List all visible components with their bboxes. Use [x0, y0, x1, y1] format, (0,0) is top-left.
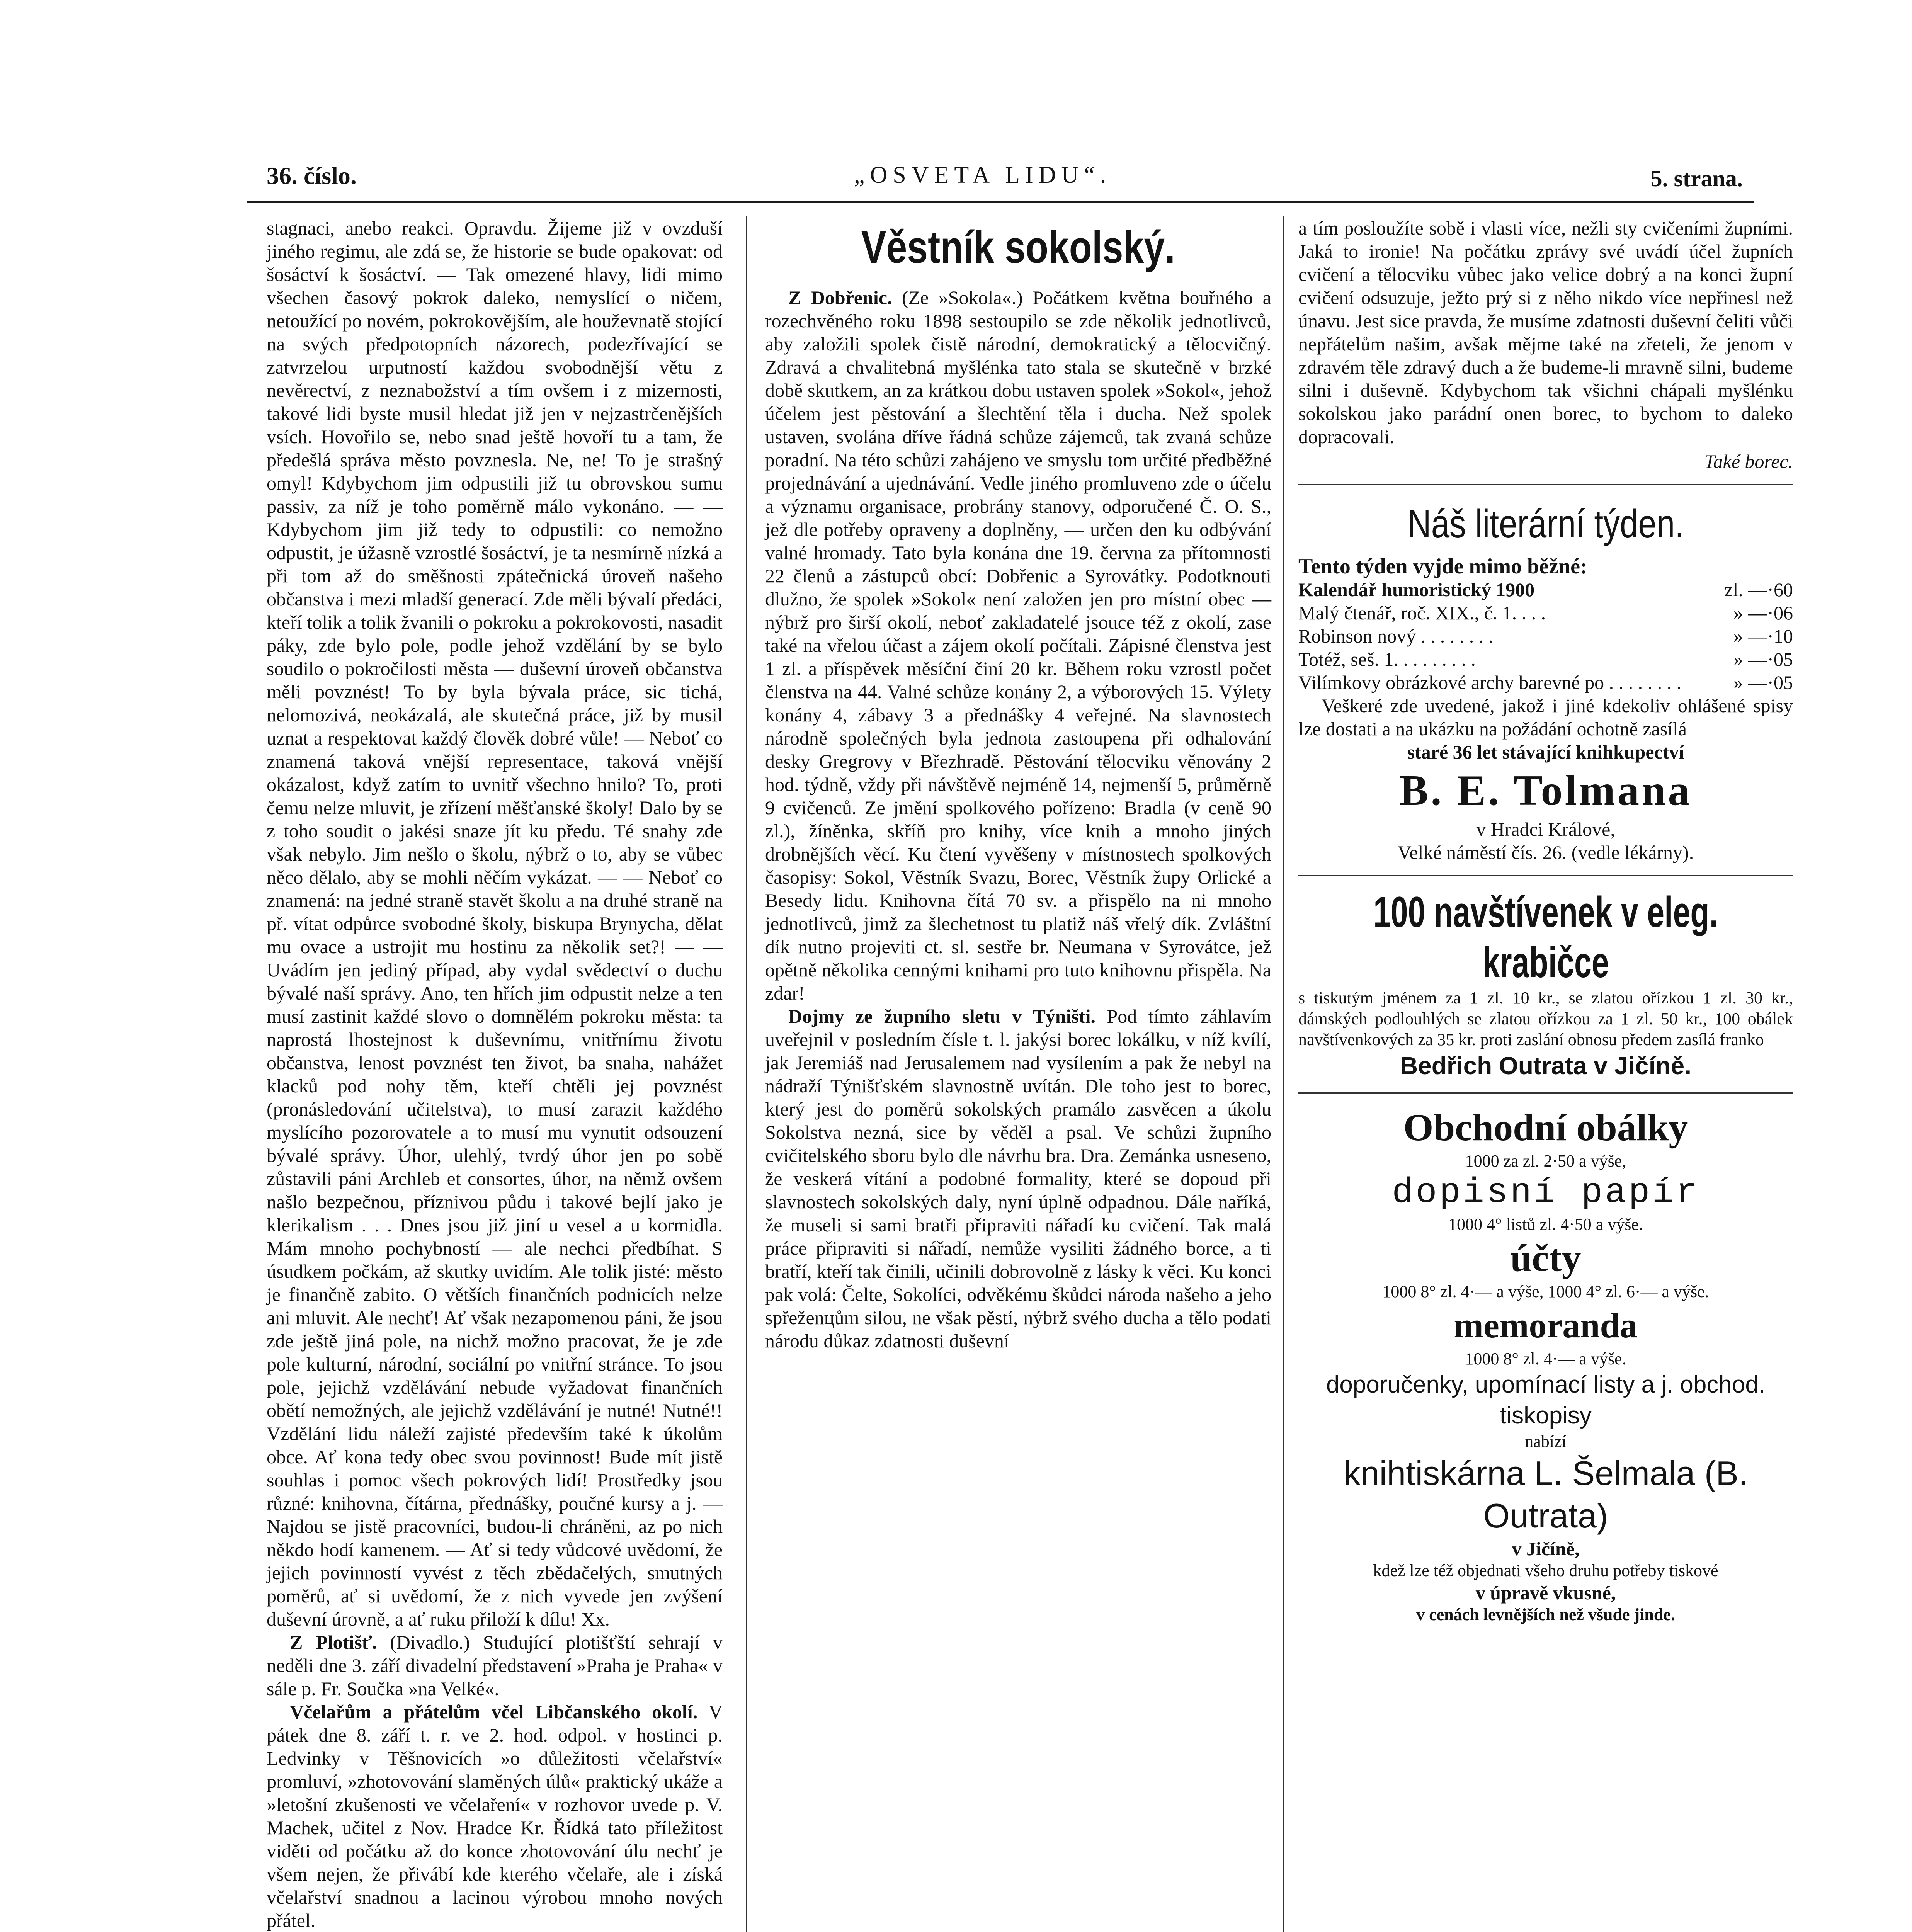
memoranda-price: 1000 8° zl. 4·— a výše. [1465, 1349, 1626, 1368]
misc-prints: doporučenky, upomínací listy a j. obchod. tiskopisy [1326, 1371, 1766, 1429]
literary-item-price: » —·06 [1733, 602, 1793, 624]
literary-item-label: Malý čtenář, roč. XIX., č. 1. . . . [1298, 602, 1546, 624]
column-divider [1283, 216, 1284, 1932]
offers: nabízí [1525, 1432, 1567, 1451]
literary-item [1298, 624, 1793, 648]
page-number: 5. strana. [1650, 166, 1743, 191]
literary-item-price: » —·05 [1733, 672, 1793, 693]
divider [1298, 1092, 1793, 1094]
memoranda-headline: memoranda [1454, 1306, 1638, 1345]
literary-item-price: » —·10 [1733, 625, 1793, 647]
news-item-dobrenice [765, 286, 1271, 1005]
invoices-headline: účty [1510, 1236, 1581, 1279]
item-text: V pátek dne 8. září t. r. ve 2. hod. odpol. v hostinci p. Ledvinky v Těšnovicích »o důležitosti včelařství« promluví, »zhotovování slaměných úlů« praktický ukáže a »letošní zkušenosti ve včelaření« v rozhovor uvede p. V. Machek, učitel z Nov. Hradce Kr. Řídká tato příležitost viděti od počátku až do konce zhotovování úlu nechť je všem nejen, že přivábí kde kterého včelaře, ale i získá včelařství snadnou a lacinou výrobou mnoho nových přátel. [267, 1701, 723, 1931]
section-title-literary: Náš literární týden. [1407, 502, 1684, 546]
literary-intro: Tento týden vyjde mimo běžné: [1298, 554, 1587, 578]
issue-number: 36. číslo. [267, 162, 357, 189]
printer-name: knihtiskárna L. Šelmala (B. Outrata) [1343, 1454, 1748, 1535]
literary-item [1298, 648, 1793, 671]
divider [1298, 875, 1793, 876]
item-text: Pod tímto záhlavím uveřejnil v posledním čísle t. l. jakýsi borec lokálku, v níž kvílí, jak Jeremiáš nad Jerusalemem nad vysílením a pak že nebyl na nádraží Týnišťském slavnostně uvítán. Dle toho jest to borec, který jest do poměrů sokolských pramálo zasvěcen a úkolu Sokolstva nezná, sice by věděl a psal. Ve schůzi župního cvičitelského sboru bylo dle návrhu bra. Dra. Zemánka usneseno, že veskerá vítání a podobné formality, které se dopoud při slavnostech sokolských daly, nyní úplně odpadnou. Dále naříká, že museli si sami bratři připraviti nářadí ku cvičení. Tak malá práce připraviti si nářadí, nemůže vysiliti žádného borce, a ti bratří, kteří tak činili, učinili dobrovolně z lásky k věci. Ku konci pak volá: Čelte, Sokolíci, odvěkému škůdci národa našeho a jeho spřeženцům silou, ne však pěstí, nýbrž svého ducha a tělo podati národu důkaz zdatnosti duševní [765, 1005, 1271, 1352]
invoices-price: 1000 8° zl. 4·— a výše, 1000 4° zl. 6·— a výše. [1382, 1282, 1709, 1301]
bookstore-line: staré 36 let stávající knihkupectví [1407, 741, 1684, 763]
header-rule [247, 201, 1754, 203]
literary-item [1298, 671, 1793, 694]
literary-item-label: Robinson nový . . . . . . . . [1298, 625, 1494, 647]
news-item-plotiste [267, 1631, 723, 1700]
literary-item-label: Vilímkovy obrázkové archy barevné po . . . . . . . . [1298, 672, 1682, 693]
column-2 [765, 216, 1271, 1352]
literary-note: Veškeré zde uvedené, jakož i jiné kdekoliv ohlášené spisy lze dostati a na ukázku na požádání ochotně zasílá [1298, 695, 1793, 740]
printer-note: kdež lze též objednati všeho druhu potřeby tiskové [1373, 1561, 1718, 1580]
item-lead: Dojmy ze župního sletu v Týništi. [788, 1005, 1095, 1027]
bookstore-name: B. E. Tolmana [1399, 767, 1692, 815]
envelopes-price: 1000 za zl. 2·50 a výše, [1465, 1151, 1626, 1170]
cards-text: s tiskutým jménem za 1 zl. 10 kr., se zlatou ořízkou 1 zl. 30 kr., dámských podlouhlých se zlatou ořízkou za 1 zl. 50 kr., 100 obálek navštívenkových za 35 kr. proti zaslání obnosu předem zasílá franko [1298, 988, 1793, 1049]
letter-paper-price: 1000 4° listů zl. 4·50 a výše. [1448, 1215, 1643, 1234]
printer-city: v Jičíně, [1512, 1538, 1580, 1560]
letter-paper-headline: dopisní papír [1392, 1172, 1699, 1213]
item-lead: Z Plotišť. [290, 1631, 377, 1653]
section-title-sokol: Věstník sokolský. [861, 222, 1175, 273]
literary-item [1298, 578, 1793, 601]
page-header [267, 162, 1743, 204]
bookstore-address: Velké náměstí čís. 26. (vedle lékárny). [1397, 842, 1694, 863]
literary-item-label: Totéž, seš. 1. . . . . . . . . [1298, 648, 1476, 670]
item-text: (Divadlo.) Studující plotišťští sehrají v neděli dne 3. září divadelní představení »Praha je Praha« v sále p. Fr. Součka »na Velké«. [267, 1631, 723, 1699]
column-1 [267, 216, 723, 1932]
newspaper-title: „OSVETA LIDU“. [854, 162, 1112, 188]
item-lead: Včelařům a přátelům včel Libčanského okolí. [290, 1701, 698, 1723]
item-lead: Z Dobřenic. [788, 287, 892, 308]
news-item-tyniste [765, 1005, 1271, 1352]
column-divider [746, 216, 747, 1932]
cards-headline: 100 navštívenek v eleg. krabičce [1373, 888, 1718, 986]
cards-shop: Bedřich Outrata v Jičíně. [1400, 1052, 1692, 1080]
article-continuation: stagnaci, anebo reakci. Opravdu. Žijeme již v ovzduší jiného regimu, ale zdá se, že historie se bude opakovat: od šosáctví k šosáctví. — Tak omezené hlavy, lidi mimo všechen časový pokrok daleko, nemyslící o ničem, netoužící po novém, pokrokovějším, ale houževnatě stojící na svých předpotopních názorech, podezřívající se zatvrzelou urputností každou svobodnější větu z nevěrectví, z neznabožství a tím ovšem i z mizernosti, takové lidi byste musil hledat již jen v nejzastrčenějších vsích. Hovořilo se, nebo snad ještě hovoří tu a tam, že předešlá správa město povznesla. Ne, ne! To je strašný omyl! Kdybychom jim odpustili již tu obrovskou sumu passiv, za níž je toho poměrně málo vykonáno. — — Kdybychom jim již tedy to odpustili: co nemožno odpustit, je úžasně vzrostlé šosáctví, je ta nesmírně nízká a při tom až do směšnosti zpátečnická úroveň našeho občanstva i mezi mladší generací. Zde měli bývalí předáci, kteří tolik a tolik žvanili o pokroku a pokrokovosti, nasadit páky, zde bylo pole, podle jehož vzdělání by se bylo soudilo o pokročilosti města — duševní úroveň občanstva měli povznést! To by byla bývala práce, sic tichá, nelomozivá, neokázalá, ale skutečná práce, již by musil uznat a respektovat každý člověk dobré vůle! — Neboť co znamená taková vnější representace, taková vnější okázalost, když zatím to uvnitř všechno hnilo? To, proti čemu nelze mluvit, je zřízení měšťanské školy! Dalo by se z toho soudit o jakési snaze jít ku předu. Té snahy zde však nebylo. Jim nešlo o školu, nýbrž o to, aby se vůbec něco dělalo, aby se mohli něčím vykázat. — — Neboť co znamená: na jedné straně stavět školu a na druhé straně na př. vítat odpůrce svobodné školy, biskupa Brynycha, dělat mu ovace a ustrojit mu hostinu za několik set?! — — Uvádím jen jediný případ, aby vydal svědectví o duchu bývalé naší správy. Ano, ten hřích jim odpustit nelze a ten musí zastinit každé slovo o domnělém pokroku města: ta naprostá lhostejnost k duševnímu, vnitřnímu životu občanstva, lenost povznést ten život, ba snaha, nahážet klacků pod nohy těm, kteří chtěli jej povznést (pronásledování učitelstva), to musí zarazit každého myslícího pozorovatele a to musí mu vynutit odsouzení bývalé správy. Úhor, ulehlý, tvrdý úhor jen po sobě zůstavili páni Archleb et consortes, úhor, na němž ovšem našlo bezpečnou, příznivou půdu i takové bejlí jako je klerikalism . . . Dnes jsou již jiní u vesel a u kormidla. Mám mnoho pochybností — ale nechci předbíhat. S úsudkem počkám, až skutky uvidím. Ale tolik jisté: město je finančně zabito. O větších finančních podnicích nelze ani mluvit. Ale nechť! Ať však nezapomenou páni, že jsou zde ještě jiná pole, na nichž možno pracovat, že je zde pole kulturní, národní, sociální po vnitřní stránce. To jsou pole, jejichž vzdělávání nebude vyžadovat finančních obětí nemožných, ale jejichž vzdělávání je nutné! Nutné!! Vzdělání lidu náleží zajisté především také k úkolům obce. Ať kona tedy obec svou povinnost! Bude mít jistě souhlas i pomoc všech pokrových lidí! Prostředky jsou různé: knihovna, čítárna, přednášky, poučné kursy a j. — Najdou se jistě pracovníci, budou-li chráněni, az po nich někdo hodí kamenem. — Ať si tedy vůdcové uvědomí, že jejich povinností vyvést z těch zbědačelých, smutných poměrů, ať si uvědomí, že z nich vyvede jen zvýšení duševní úrovně, a ať ruku přiloží k dílu! Xx. [267, 217, 723, 1630]
article-continuation: a tím posloužíte sobě i vlasti více, nežli sty cvičeními župními. Jaká to ironie! Na počátku zprávy své uvádí účel župních cvičení a tělocviku vůbec jako velice dobrý a na konci župní cvičení odsuzuje, ježto prý si z něho nikdo více nepřinesl než únavu. Jest sice pravda, že musíme zdatnosti duševní čeliti vůči nepřátelům našim, avšak mějme také na zřeteli, že jenom v zdravém těle zdravý duch a že budeme-li mravně silni, budeme silni i duševně. Kdybychom tak všichni chápali myšlénku sokolskou jako parádní onen borec, to bychom to daleko dopracovali. [1298, 217, 1793, 447]
envelopes-headline: Obchodní obálky [1403, 1106, 1688, 1149]
divider [1298, 484, 1793, 485]
tasteful-design: v úpravě vkusné, [1475, 1582, 1616, 1604]
bookstore-city: v Hradci Králové, [1476, 818, 1615, 840]
literary-item-price: zl. —·60 [1724, 579, 1793, 600]
lower-prices: v cenách levnějších než všude jinde. [1416, 1605, 1675, 1624]
column-3 [1298, 216, 1793, 1625]
literary-list [1298, 578, 1793, 694]
signature: Také borec. [1704, 451, 1793, 472]
literary-item [1298, 601, 1793, 624]
item-text: (Ze »Sokola«.) Počátkem května bouřného a rozechvěného roku 1898 sestoupilo se zde několik jednotlivců, aby založili spolek čistě národní, demokratický a tělocvičný. Zdravá a chvalitebná myšlénka tato stala se skutečně v brzké době skutkem, an za krátkou dobu ustaven spolek »Sokol«, jehož účelem jest pěstování a šlechtění těla i ducha. Než spolek ustaven, svolána dříve řádná schůze zájemců, tak zvaná schůze poradní. Na této schůzi zahájeno ve smyslu tom určité předběžné projednávání a ujednávání. Vedle jiného promluveno zde o účelu a významu organisace, probrány stanovy, odporučené Č. O. S., jež dle potřeby opraveny a doplněny, — určen den ku odbývání valné hromady. Tato byla konána dne 19. června za přítomnosti 22 členů a zástupců obcí: Dobřenic a Syrovátky. Podotknouti dlužno, že spolek »Sokol« není založen jen pro místní obec — nýbrž pro širší okolí, neboť zakladatelé jsouce též z okolí, zase také na vřelou účast a zájem okolí počítali. Zápisné členstva jest 1 zl. a příspěvek měsíční činí 20 kr. Během roku vzrostl počet členstva na 44. Valné schůze konány 2, a výborových 15. Výlety konány 4, zábavy 3 a přednášky 4 veřejné. Na slavnostech národně společných byla jednota zastoupena při odhalování desky Gregrovy v Březhradě. Pěstování tělocviku věnovány 2 hod. týdně, vždy při návštěvě nejméně 14, nejmenší 5, průměrně 9 cvičenců. Ze jmění spolkového pořízeno: Bradla (v ceně 90 zl.), žíněnka, skříň pro knihy, více knih a mnoho jiných drobnějších věcí. Ku čtení vyvěšeny v místnostech spolkových časopisy: Sokol, Věstník Svazu, Borec, Věstník župy Orlické a Besedy lidu. Knihovna čítá 70 sv. a přispělo na ni mnoho jednotlivců, jimž za šlechetnost tu platiž náš vřelý dík. Zvláštní dík nutno projeviti ct. sl. sestře br. Neumana v Syrovátce, jež opětně několika cennými knihami pro tuto knihovnu přispěla. Na zdar! [765, 287, 1272, 1004]
literary-item-price: » —·05 [1733, 648, 1793, 670]
literary-item-label: Kalendář humoristický 1900 [1298, 579, 1535, 600]
news-item-bees [267, 1700, 723, 1932]
